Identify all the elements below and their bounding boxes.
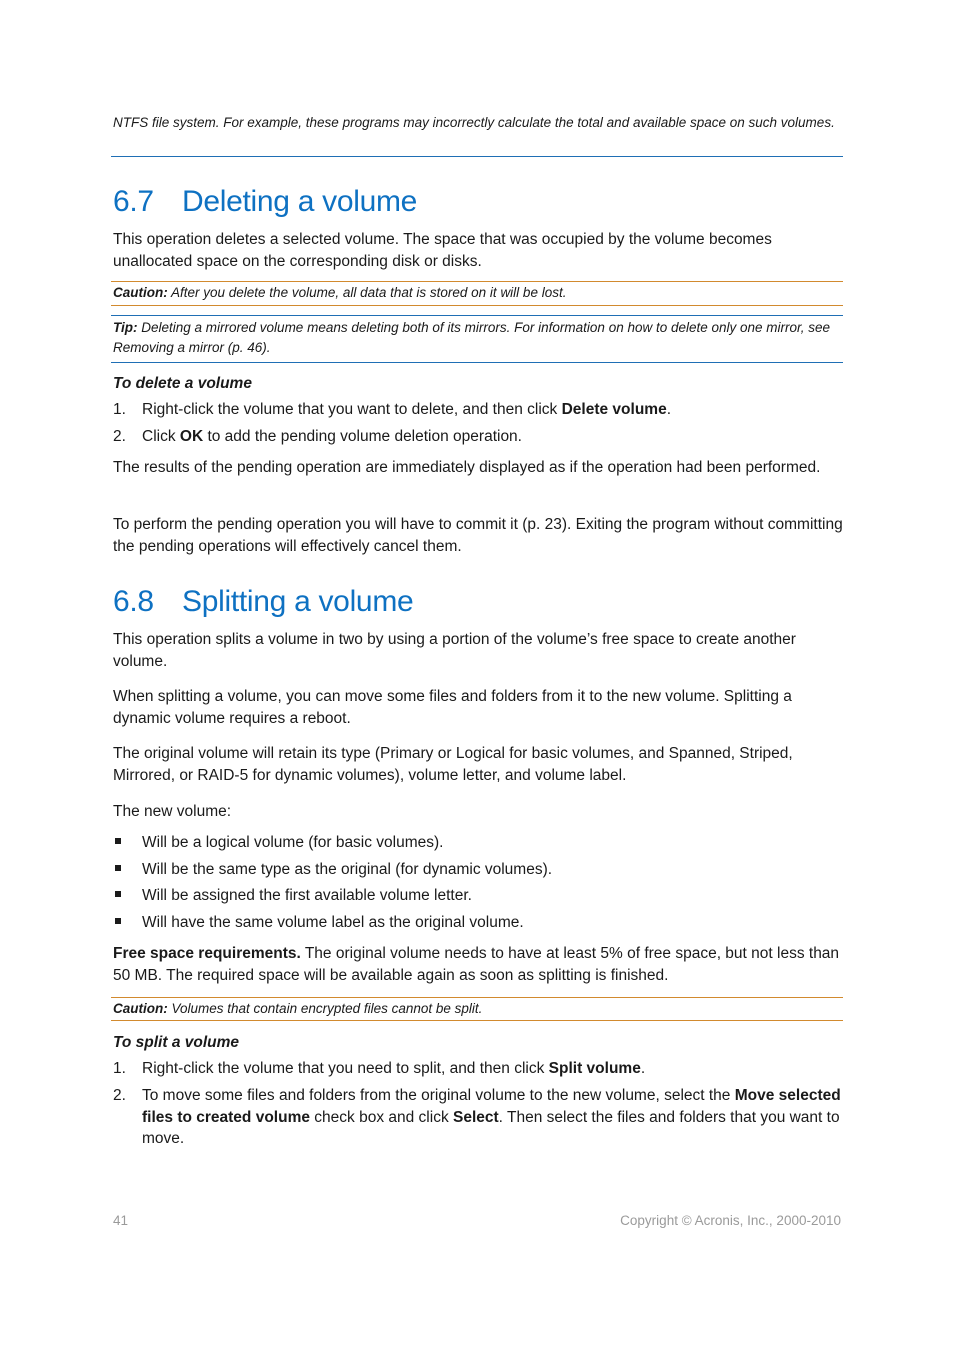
procedure-title: To split a volume [113, 1034, 240, 1051]
caution-note [113, 283, 843, 303]
caution-text: Volumes that contain encrypted files cannot be split. [167, 1001, 483, 1016]
paragraph: When splitting a volume, you can move some files and folders from it to the new volume. Splitting a dynamic volume requires a reboot. [113, 688, 792, 727]
step-number: 2. [113, 428, 126, 445]
step-number: 2. [113, 1087, 126, 1104]
divider [111, 1020, 843, 1021]
paragraph: The new volume: [113, 803, 232, 820]
section-number: 6.8 [113, 585, 154, 618]
step-text: Click OK to add the pending volume deletion operation. [142, 428, 522, 445]
tip-note [113, 318, 843, 358]
paragraph: The original volume will retain its type (Primary or Logical for basic volumes, and Spanned, Striped, Mirrored, or RAID-5 for dynamic volumes), volume letter, and volume label. [113, 745, 793, 784]
requirements-paragraph: Free space requirements. The original volume needs to have at least 5% of free space, but not less than 50 MB. The required space will be available again as soon as splitting is finished. [113, 945, 840, 984]
step-text: Right-click the volume that you want to delete, and then click Delete volume. [142, 401, 672, 418]
list-item: Will be assigned the first available volume letter. [142, 887, 472, 904]
divider [111, 997, 843, 998]
step-number: 1. [113, 401, 126, 418]
procedure-title: To delete a volume [113, 375, 252, 392]
requirements-label: Free space requirements. [113, 945, 301, 962]
section-heading-6-7 [113, 184, 417, 220]
paragraph: This operation deletes a selected volume. The space that was occupied by the volume becomes unallocated space on the corresponding disk or disks. [113, 231, 772, 270]
caution-note [113, 999, 843, 1019]
divider [111, 156, 843, 157]
paragraph: To perform the pending operation you will have to commit it (p. 23). Exiting the program without committing the pending operations will effectively cancel them. [113, 516, 843, 555]
bullet-marker [115, 918, 121, 924]
tip-text: Deleting a mirrored volume means deleting both of its mirrors. For information on how to delete only one mirror, see Removing a mirror (p. 46). [113, 320, 831, 355]
list-item: Will be the same type as the original (for dynamic volumes). [142, 861, 553, 878]
bullet-marker [115, 838, 121, 844]
step-number: 1. [113, 1060, 126, 1077]
caution-label: Caution: [113, 1001, 168, 1016]
section-heading-6-8 [113, 584, 413, 620]
paragraph: This operation splits a volume in two by using a portion of the volume’s free space to create another volume. [113, 631, 796, 670]
caution-label: Caution: [113, 285, 168, 300]
bullet-marker [115, 891, 121, 897]
section-title: Splitting a volume [182, 585, 414, 618]
divider [111, 362, 843, 363]
page-number: 41 [113, 1213, 129, 1228]
section-number: 6.7 [113, 185, 154, 218]
paragraph: The results of the pending operation are immediately displayed as if the operation had been performed. [113, 459, 821, 476]
section-title: Deleting a volume [182, 185, 418, 218]
divider [111, 281, 843, 282]
copyright: Copyright © Acronis, Inc., 2000-2010 [620, 1213, 841, 1228]
bullet-marker [115, 865, 121, 871]
divider [111, 305, 843, 306]
step-text: To move some files and folders from the original volume to the new volume, select the Move selected files to created volume check box and click Select. Then select the files and folders that you want to move. [142, 1087, 841, 1147]
list-item: Will have the same volume label as the original volume. [142, 914, 524, 931]
divider [111, 315, 843, 316]
caution-text: After you delete the volume, all data that is stored on it will be lost. [167, 285, 567, 300]
step-text: Right-click the volume that you need to split, and then click Split volume. [142, 1060, 646, 1077]
list-item: Will be a logical volume (for basic volumes). [142, 834, 444, 851]
tip-label: Tip: [113, 320, 138, 335]
top-note: NTFS file system. For example, these programs may incorrectly calculate the total and available space on such volumes. [113, 115, 835, 130]
